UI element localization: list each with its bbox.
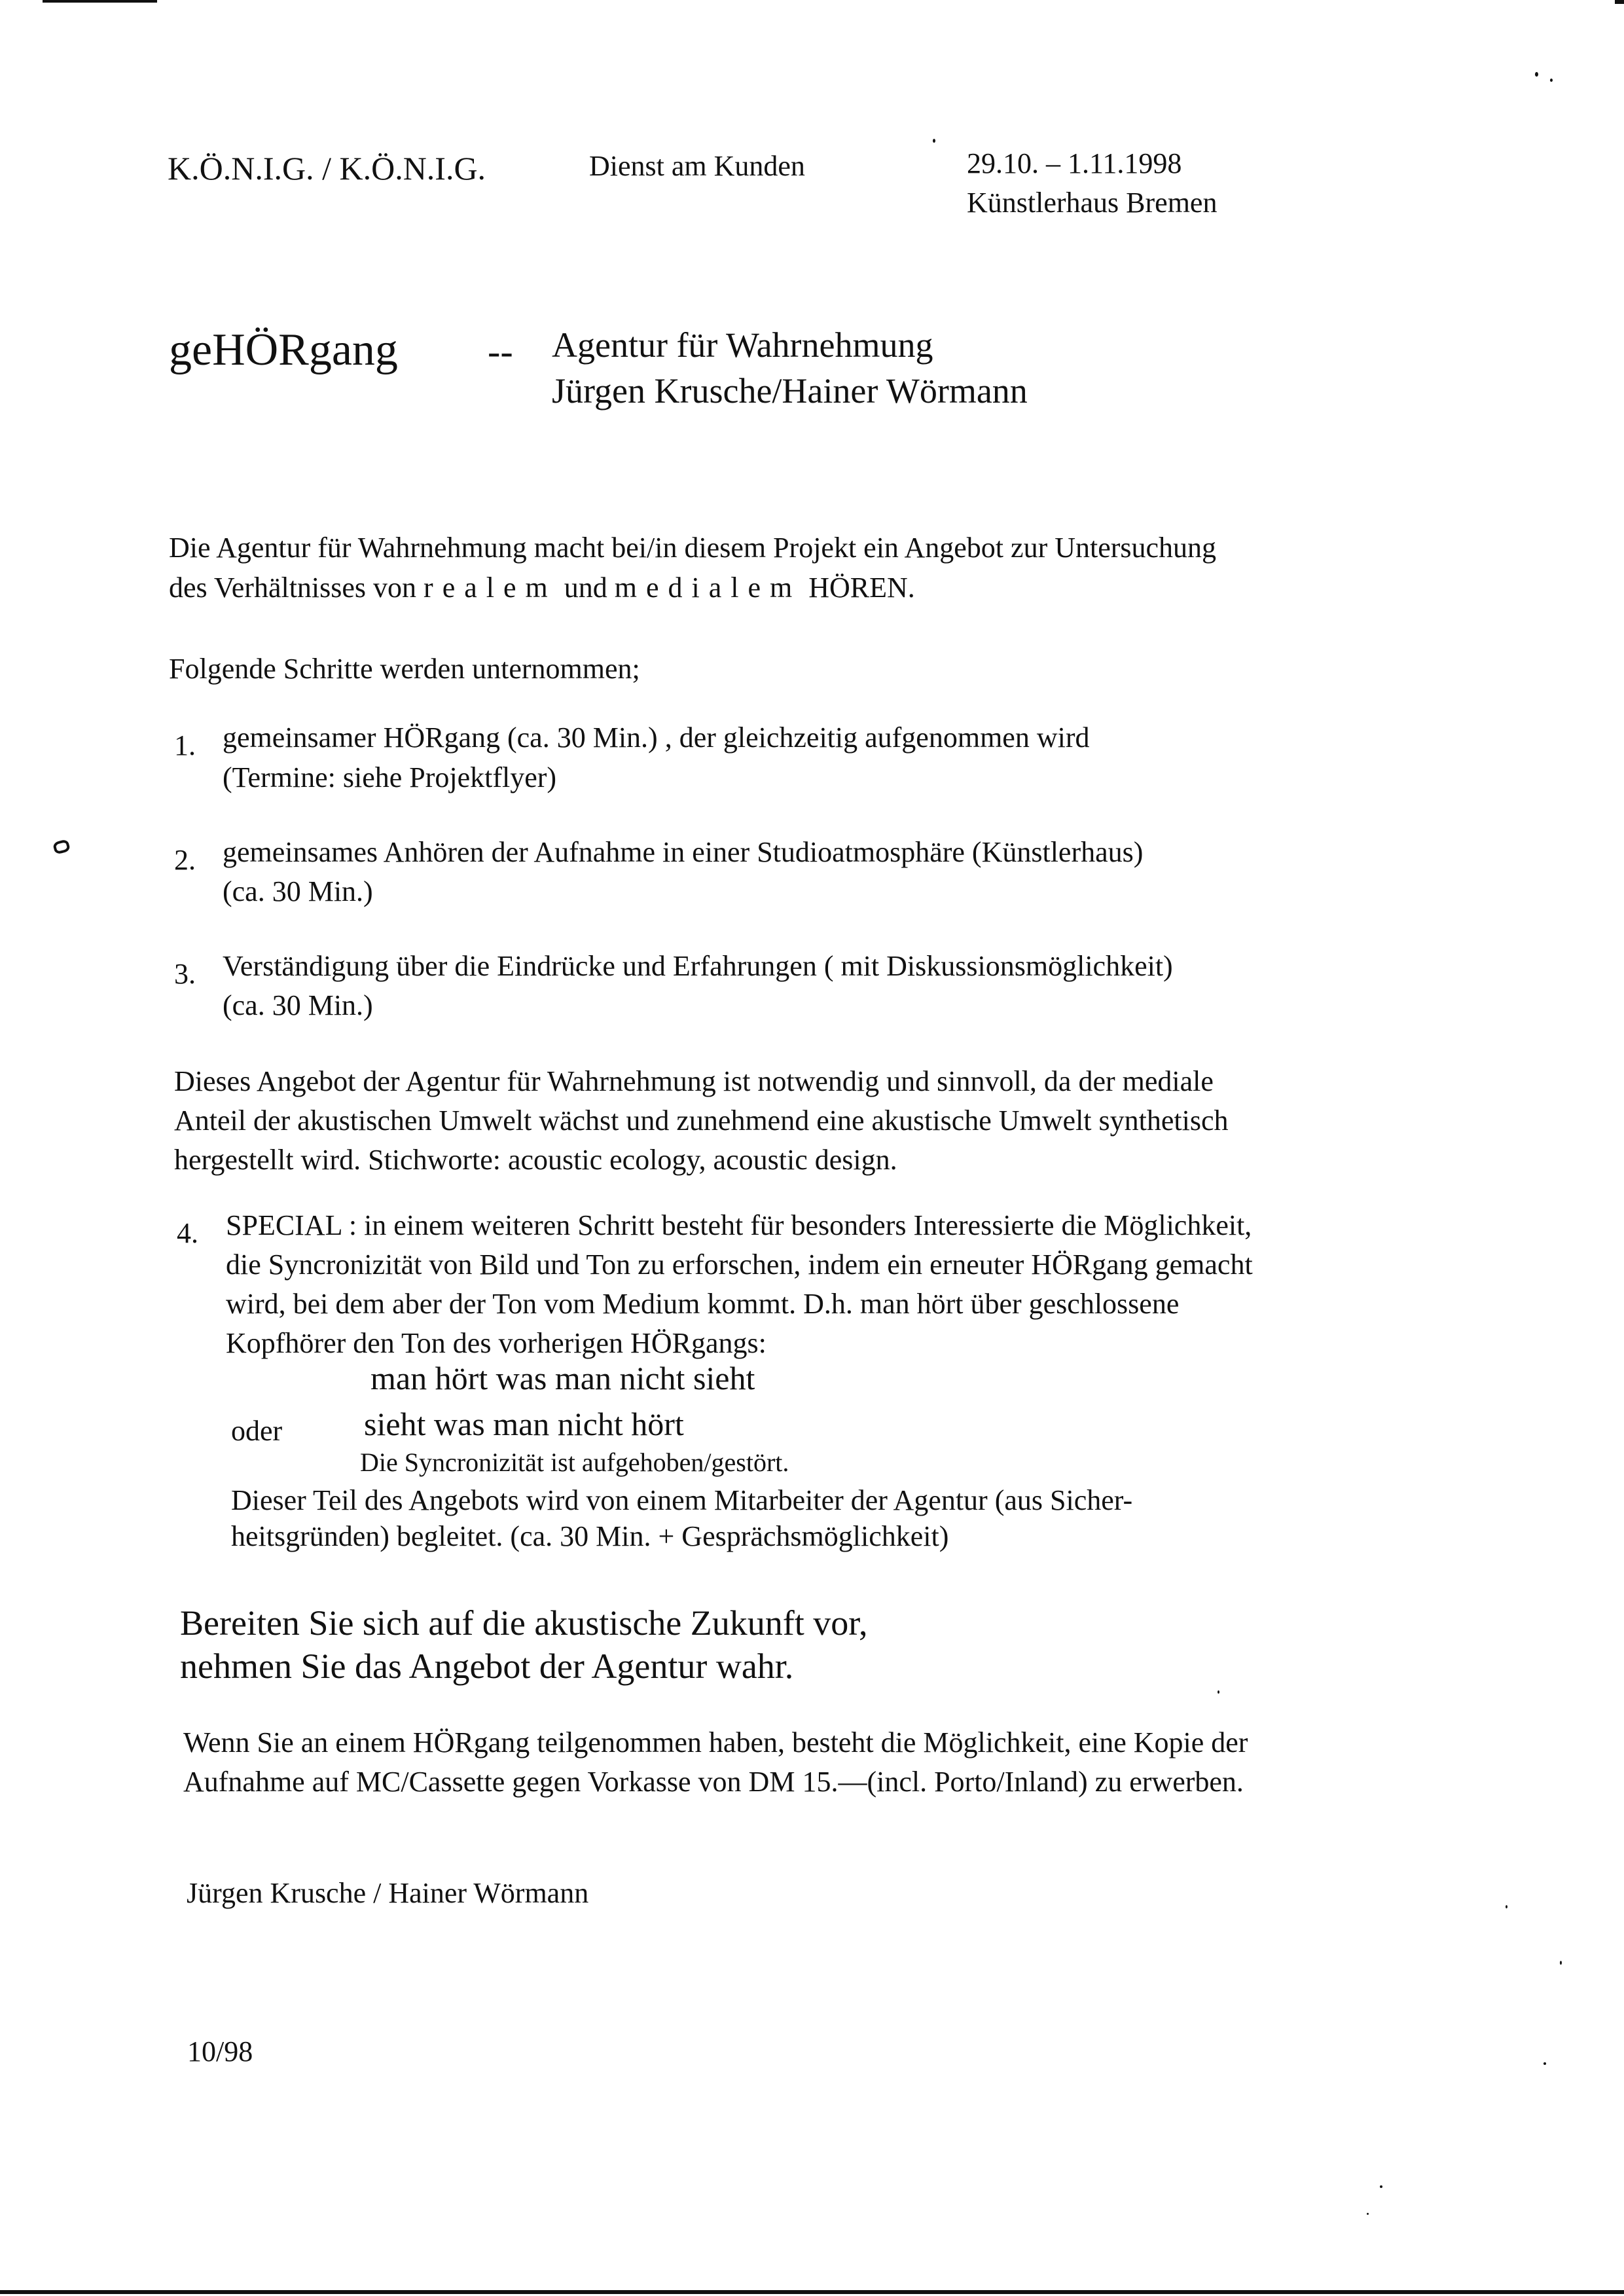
rationale-line-1: Dieses Angebot der Agentur für Wahrnehmung ist notwendig und sinnvoll, da der mediale bbox=[174, 1065, 1214, 1097]
special-line-6: heitsgründen) begleitet. (ca. 30 Min. + Gesprächsmöglichkeit) bbox=[231, 1520, 949, 1552]
intro-text-hoeren: HÖREN. bbox=[801, 572, 915, 604]
signature: Jürgen Krusche / Hainer Wörmann bbox=[187, 1877, 589, 1909]
copy-offer-line-1: Wenn Sie an einem HÖRgang teilgenommen haben, besteht die Möglichkeit, eine Kopie der bbox=[183, 1726, 1248, 1758]
scan-speck bbox=[1367, 2213, 1369, 2215]
intro-text: des Verhältnisses von bbox=[169, 572, 424, 604]
scan-speck bbox=[1535, 72, 1538, 77]
steps-intro: Folgende Schritte werden unternommen; bbox=[169, 653, 640, 685]
special-line-5: Dieser Teil des Angebots wird von einem Mitarbeiter der Agentur (aus Sicher- bbox=[231, 1484, 1133, 1516]
scan-speck bbox=[1550, 79, 1553, 82]
scan-corner-mark bbox=[1615, 0, 1624, 4]
project-title: K.Ö.N.I.G. / K.Ö.N.I.G. bbox=[168, 150, 486, 187]
rationale-line-2: Anteil der akustischen Umwelt wächst und zunehmend eine akustische Umwelt synthetisch bbox=[174, 1104, 1229, 1137]
authors: Jürgen Krusche/Hainer Wörmann bbox=[552, 371, 1028, 410]
agency-name: Agentur für Wahrnehmung bbox=[552, 325, 933, 365]
step-line: (ca. 30 Min.) bbox=[223, 989, 373, 1021]
special-note: Die Syncronizität ist aufgehoben/gestört. bbox=[360, 1448, 789, 1477]
copy-offer-line-2: Aufnahme auf MC/Cassette gegen Vorkasse von DM 15.—(incl. Porto/Inland) zu erwerben. bbox=[183, 1766, 1244, 1798]
callout-line-1: Bereiten Sie sich auf die akustische Zukunft vor, bbox=[180, 1603, 868, 1643]
scan-speck bbox=[1560, 1961, 1562, 1965]
rationale-line-3: hergestellt wird. Stichworte: acoustic ecology, acoustic design. bbox=[174, 1144, 897, 1176]
intro-emphasis-real: realem bbox=[424, 572, 557, 604]
scan-edge-mark-top bbox=[43, 0, 157, 3]
step-line: Verständigung über die Eindrücke und Erfahrungen ( mit Diskussionsmöglichkeit) bbox=[223, 950, 1173, 982]
step-number: 4. bbox=[177, 1217, 198, 1249]
scan-edge-mark-bottom bbox=[0, 2290, 1624, 2294]
special-line-3: wird, bei dem aber der Ton vom Medium kommt. D.h. man hört über geschlossene bbox=[226, 1288, 1180, 1320]
intro-line-1: Die Agentur für Wahrnehmung macht bei/in diesem Projekt ein Angebot zur Untersuchung bbox=[169, 532, 1217, 564]
title-dash: -- bbox=[488, 330, 513, 373]
step-line: (Termine: siehe Projektflyer) bbox=[223, 761, 557, 793]
stray-mark bbox=[52, 839, 71, 855]
scan-speck bbox=[1380, 2185, 1382, 2188]
step-number: 3. bbox=[174, 958, 196, 990]
scan-speck bbox=[1218, 1690, 1219, 1694]
intro-emphasis-medial: medialem bbox=[614, 572, 802, 604]
project-name: geHÖRgang bbox=[169, 325, 398, 375]
callout-line-2: nehmen Sie das Angebot der Agentur wahr. bbox=[180, 1647, 794, 1686]
step-number: 2. bbox=[174, 844, 196, 876]
special-line-2: die Syncronizität von Bild und Ton zu erforschen, indem ein erneuter HÖRgang gemacht bbox=[226, 1248, 1253, 1281]
intro-line-2 bbox=[169, 574, 915, 602]
footer-date: 10/98 bbox=[187, 2035, 253, 2068]
special-oder: oder bbox=[231, 1415, 283, 1447]
step-line: gemeinsamer HÖRgang (ca. 30 Min.) , der gleichzeitig aufgenommen wird bbox=[223, 721, 1090, 754]
special-line-1: SPECIAL : in einem weiteren Schritt besteht für besonders Interessierte die Möglichkeit, bbox=[226, 1209, 1252, 1241]
step-number: 1. bbox=[174, 729, 196, 761]
project-subtitle: Dienst am Kunden bbox=[589, 150, 805, 182]
scan-speck bbox=[1543, 2062, 1546, 2065]
special-phrase-2: sieht was man nicht hört bbox=[364, 1406, 684, 1442]
scan-speck bbox=[1506, 1905, 1507, 1908]
step-line: gemeinsames Anhören der Aufnahme in einer Studioatmosphäre (Künstlerhaus) bbox=[223, 836, 1144, 868]
step-line: (ca. 30 Min.) bbox=[223, 875, 373, 907]
intro-text-und: und bbox=[556, 572, 615, 604]
scan-speck bbox=[933, 139, 935, 143]
event-dates: 29.10. – 1.11.1998 bbox=[967, 147, 1182, 179]
special-phrase-1: man hört was man nicht sieht bbox=[370, 1360, 755, 1396]
event-venue: Künstlerhaus Bremen bbox=[967, 187, 1218, 219]
special-line-4: Kopfhörer den Ton des vorherigen HÖRgangs: bbox=[226, 1327, 767, 1359]
